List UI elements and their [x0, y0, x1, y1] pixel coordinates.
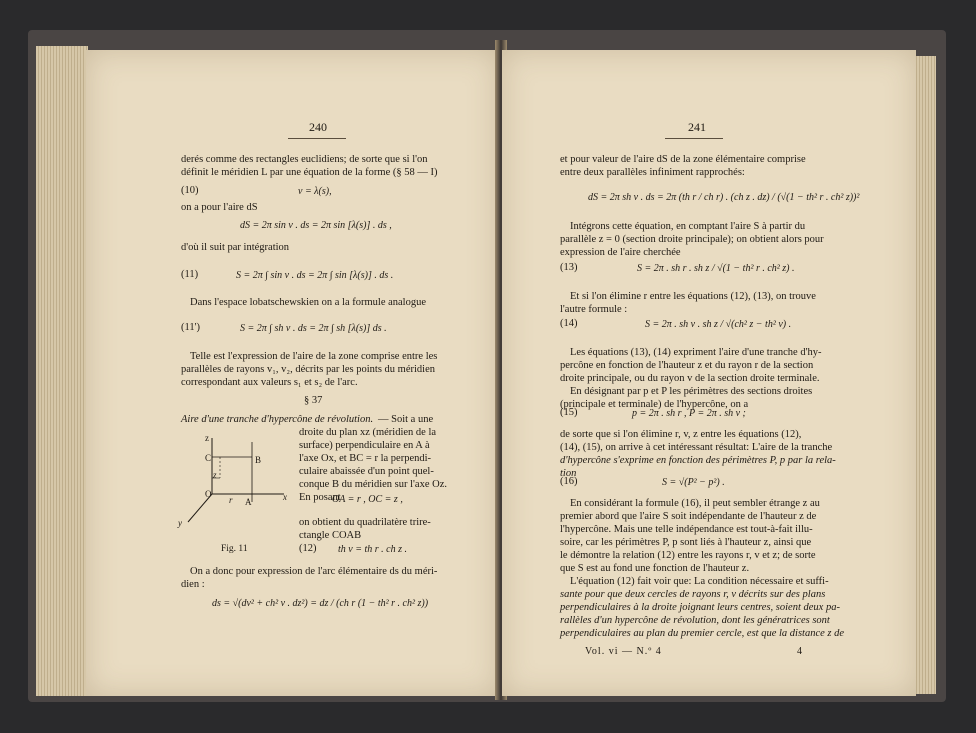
- text-line: l'hypercône. Mais une telle indépendance est tout-à-fait illu-: [560, 524, 813, 535]
- equation: ds = √(dv² + ch² v . dz²) = dz / (ch r (1 − th² r . ch² z)): [212, 598, 429, 609]
- equation-label: (15): [560, 407, 578, 418]
- equation-label: (16): [560, 476, 578, 487]
- text-line: parallèle z = 0 (section droite principale); on obtient alors pour: [560, 234, 824, 245]
- figure-label: r: [229, 495, 233, 505]
- text-line: En désignant par p et P les périmètres des sections droites: [570, 386, 813, 397]
- footer-volume: Vol. vi — N.º 4: [585, 646, 662, 657]
- header-rule-right: [665, 138, 723, 139]
- text-line: — Soit a une: [378, 414, 434, 425]
- page-stack-left: [36, 46, 88, 696]
- figure-11: [176, 428, 294, 536]
- equation: S = 2π . sh r . sh z / √(1 − th² r . ch² z) .: [637, 263, 795, 274]
- text-line: et pour valeur de l'aire dS de la zone élémentaire comprise: [560, 154, 806, 165]
- equation: S = √(P² − p²) .: [662, 477, 725, 488]
- text-line: Intégrons cette équation, en comptant l'aire S à partir du: [570, 221, 806, 232]
- text-line: dien :: [181, 579, 205, 590]
- figure-caption: Fig. 11: [221, 544, 248, 554]
- equation: th v = th r . ch z .: [338, 544, 407, 555]
- text-line: tion: [560, 468, 577, 479]
- text-line: droite principale, ou du rayon v de la section droite terminale.: [560, 373, 820, 384]
- equation-label: (10): [181, 185, 199, 196]
- text-line: définit le méridien L par une équation de la forme (§ 58 — I): [181, 167, 438, 178]
- text-line: L'équation (12) fait voir que: La condition nécessaire et suffi-: [570, 576, 829, 587]
- footer-signature: 4: [797, 646, 802, 657]
- text-line: (principale et terminale) de l'hypercône, on a: [560, 399, 749, 410]
- text-line: percône en fonction de l'hauteur z et du rayon r de la section: [560, 360, 814, 371]
- text-line: le démontre la relation (12) entre les rayons r, v et z; de sorte: [560, 550, 816, 561]
- page-number-right: 241: [688, 120, 706, 134]
- text-line: Telle est l'expression de l'aire de la zone comprise entre les: [190, 351, 438, 362]
- figure-label: C: [205, 453, 212, 463]
- text-line: entre deux parallèles infiniment rapprochés:: [560, 167, 745, 178]
- text-line: d'hypercône s'exprime en fonction des périmètres P, p par la rela-: [560, 455, 836, 466]
- text-line: (14), (15), on arrive à cet intéressant résultat: L'aire de la tranche: [560, 442, 833, 453]
- equation-label: (11'): [181, 322, 200, 333]
- equation-label: (12): [299, 543, 317, 554]
- text-line: soire, car les périmètres P, p sont liés à l'hauteur z, ainsi que: [560, 537, 812, 548]
- text-line: que S est au fond une fonction de l'hauteur z.: [560, 563, 750, 574]
- text-line: expression de l'aire cherchée: [560, 247, 681, 258]
- equation: v = λ(s),: [298, 186, 332, 197]
- text-line: on obtient du quadrilatère trire-: [299, 517, 431, 528]
- equation: S = 2π . sh v . sh z / √(ch² z − th² v) .: [645, 319, 792, 330]
- equation-label: (14): [560, 318, 578, 329]
- figure-label: y: [178, 518, 182, 528]
- figure-label: A: [245, 497, 252, 507]
- page-number-left: 240: [309, 120, 327, 134]
- text-line: perpendiculaires à la droite joignant leurs centres, soient deux pa-: [560, 602, 840, 613]
- text-line: Et si l'on élimine r entre les équations (12), (13), on trouve: [570, 291, 816, 302]
- equation: S = 2π ∫ sh v . ds = 2π ∫ sh [λ(s)] ds .: [240, 323, 387, 334]
- text-line: Les équations (13), (14) expriment l'aire d'une tranche d'hy-: [570, 347, 822, 358]
- equation: dS = 2π sh v . ds = 2π (th r / ch r) . (ch z . dz) / (√(1 − th² r . ch² z))²: [588, 192, 860, 203]
- text-line: rallèles d'un hypercône de révolution, dont les génératrices sont: [560, 615, 830, 626]
- equation: OA = r , OC = z ,: [332, 494, 403, 505]
- figure-label: O: [205, 489, 212, 499]
- equation-label: (13): [560, 262, 578, 273]
- text-line: surface) perpendiculaire en A à: [299, 440, 430, 451]
- text-line: Dans l'espace lobatschewskien on a la formule analogue: [190, 297, 427, 308]
- text-line: ctangle COAB: [299, 530, 362, 541]
- text-line: d'où il suit par intégration: [181, 242, 290, 253]
- text-line: sante pour que deux cercles de rayons r, v décrits sur des plans: [560, 589, 826, 600]
- text-line: culaire abaissée d'un point quel-: [299, 466, 434, 477]
- page-stack-right: [914, 56, 936, 694]
- text-line: l'autre formule :: [560, 304, 628, 315]
- text-line: parallèles de rayons v₁, v₂, décrits par les points du méridien: [181, 364, 435, 375]
- text-line: de sorte que si l'on élimine r, v, z entre les équations (12),: [560, 429, 802, 440]
- equation: dS = 2π sin v . ds = 2π sin [λ(s)] . ds ,: [240, 220, 392, 231]
- text-line: En posant: [299, 492, 341, 503]
- text-line: En considérant la formule (16), il peut sembler étrange z au: [570, 498, 820, 509]
- figure-label: B: [255, 455, 262, 465]
- equation: p = 2π . sh r , P = 2π . sh v ;: [632, 408, 746, 419]
- equation-label: (11): [181, 269, 199, 280]
- text-line: conque B du méridien sur l'axe Oz.: [299, 479, 447, 490]
- figure-label: z: [205, 433, 209, 443]
- section-heading: § 37: [304, 395, 323, 406]
- figure-label: z: [213, 470, 217, 480]
- text-line: On a donc pour expression de l'arc élémentaire ds du méri-: [190, 566, 438, 577]
- text-line: on a pour l'aire dS: [181, 202, 258, 213]
- text-line: premier abord que l'aire S soit indépendante de l'hauteur z de: [560, 511, 817, 522]
- text-line: correspondant aux valeurs s₁ et s₂ de l'arc.: [181, 377, 358, 388]
- equation: S = 2π ∫ sin v . ds = 2π ∫ sin [λ(s)] . ds .: [236, 270, 394, 281]
- text-line: perpendiculaires au plan du premier cercle, est que la distance z de: [560, 628, 845, 639]
- header-rule-left: [288, 138, 346, 139]
- text-line: l'axe Ox, et BC = r la perpendi-: [299, 453, 432, 464]
- section-title: Aire d'une tranche d'hypercône de révolution.: [181, 414, 374, 425]
- text-line: droite du plan xz (méridien de la: [299, 427, 437, 438]
- figure-label: x: [283, 492, 287, 502]
- text-line: derés comme des rectangles euclidiens; de sorte que si l'on: [181, 154, 428, 165]
